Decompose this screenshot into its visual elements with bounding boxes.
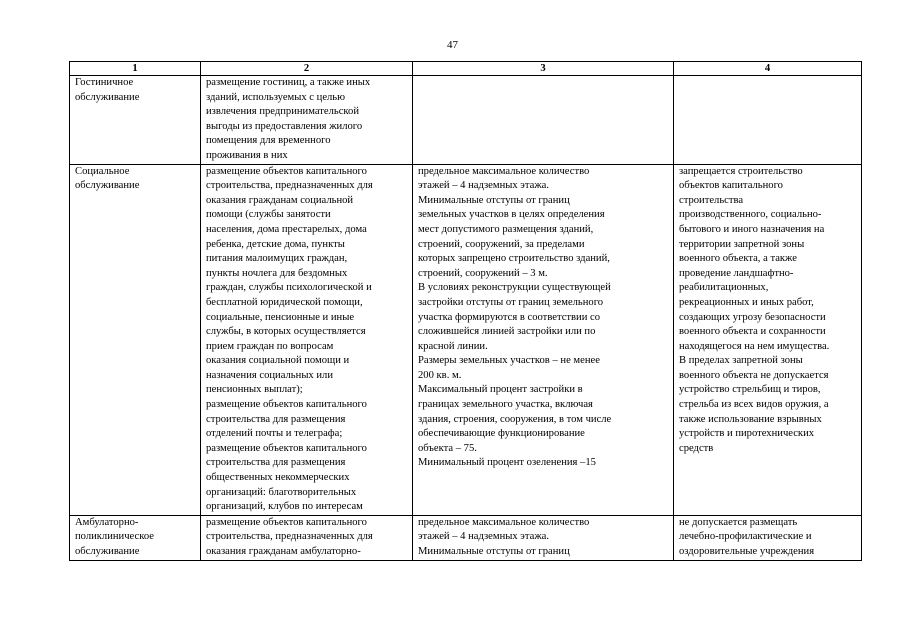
cell-text-line: этажей – 4 надземных этажа.	[418, 531, 549, 543]
table-row	[70, 164, 862, 515]
cell-text-line: мест допустимого размещения зданий,	[418, 223, 594, 235]
restrictions-cell	[674, 76, 862, 165]
cell-text-line: объекта – 75.	[418, 442, 477, 454]
cell-text-line: строений, сооружений – 3 м.	[418, 267, 548, 279]
cell-text-line: производственного, социально-	[679, 209, 822, 221]
cell-text-line: строительства, предназначенных для	[206, 531, 373, 543]
column-header-4: 4	[674, 62, 862, 76]
page-number: 47	[447, 39, 458, 51]
cell-text-line: красной линии.	[418, 340, 488, 352]
cell-text-line: Минимальные отступы от границ	[418, 194, 570, 206]
cell-text-line: рекреационных и иных работ,	[679, 296, 814, 308]
cell-text-line: лечебно-профилактические и	[679, 531, 812, 543]
cell-text-line: Минимальный процент озеленения –15	[418, 457, 596, 469]
cell-text-line: оказания гражданам социальной	[206, 194, 354, 206]
cell-text-line: бытового и иного назначения на	[679, 223, 825, 235]
cell-text-line: прием граждан по вопросам	[206, 340, 334, 352]
cell-text-line: реабилитационных,	[679, 282, 769, 294]
cell-text-line: военного объекта и сохранности	[679, 326, 826, 338]
land-use-type-cell	[70, 164, 201, 515]
cell-text-line: находящегося на нем имущества.	[679, 340, 830, 352]
cell-text-line: бесплатной юридической помощи,	[206, 296, 363, 308]
cell-text-line: Гостиничное	[75, 77, 134, 88]
cell-text-line: создающих угрозу безопасности	[679, 311, 826, 323]
table-body	[70, 76, 862, 561]
cell-text-line: размещение гостиниц, а также иных	[206, 77, 371, 88]
cell-text-line: 200 кв. м.	[418, 369, 462, 381]
table-header-row	[70, 62, 862, 76]
cell-text-line: не допускается размещать	[679, 516, 798, 528]
cell-text-line: отделений почты и телеграфа;	[206, 428, 343, 440]
cell-text-line: пенсионных выплат);	[206, 384, 303, 396]
cell-text-line: строительства	[679, 194, 744, 206]
cell-text-line: питания малоимущих граждан,	[206, 253, 348, 265]
cell-text-line: обслуживание	[75, 91, 140, 103]
cell-text-line: сложившейся линией застройки или по	[418, 326, 596, 338]
land-use-table	[69, 61, 862, 561]
cell-text-line: запрещается строительство	[679, 165, 803, 177]
cell-text-line: средств	[679, 442, 714, 454]
column-header-2: 2	[201, 62, 413, 76]
cell-text-line: строительства для размещения	[206, 413, 346, 425]
cell-text-line: оказания социальной помощи и	[206, 355, 350, 367]
cell-text-line: устройств и пиротехнических	[679, 428, 815, 440]
cell-text-line: строений, сооружений, за пределами	[418, 238, 585, 250]
cell-text-line: Максимальный процент застройки в	[418, 384, 583, 396]
cell-text-line: помощи (службы занятости	[206, 209, 331, 221]
cell-text-line: обеспечивающие функционирование	[418, 428, 585, 440]
cell-text-line: предельное максимальное количество	[418, 516, 590, 528]
cell-text-line: службы, в которых осуществляется	[206, 326, 366, 338]
parameters-cell	[413, 76, 674, 165]
column-header-3: 3	[413, 62, 674, 76]
cell-text-line: устройство стрельбищ и тиров,	[679, 384, 821, 396]
permitted-use-cell	[201, 164, 413, 515]
land-use-type-cell	[70, 76, 201, 165]
cell-text-line: зданий, используемых с целью	[206, 91, 346, 103]
cell-text-line: границах земельного участка, включая	[418, 399, 593, 411]
parameters-cell	[413, 164, 674, 515]
cell-text-line: организаций: благотворительных	[206, 486, 357, 498]
cell-text-line: размещение объектов капитального	[206, 442, 367, 454]
cell-text-line: В пределах запретной зоны	[679, 355, 803, 367]
cell-text-line: граждан, службы психологической и	[206, 282, 372, 294]
cell-text-line: Минимальные отступы от границ	[418, 546, 570, 557]
column-header-1: 1	[70, 62, 201, 76]
restrictions-cell	[674, 515, 862, 560]
cell-text-line: размещение объектов капитального	[206, 399, 367, 411]
cell-text-line: объектов капитального	[679, 180, 783, 192]
cell-text-line: стрельба из всех видов оружия, а	[679, 399, 829, 411]
cell-text-line: территории запретной зоны	[679, 238, 805, 250]
cell-text-line: населения, дома престарелых, дома	[206, 223, 367, 235]
cell-text-line: обслуживание	[75, 546, 140, 557]
cell-text-line: поликлиническое	[75, 531, 154, 543]
cell-text-line: военного объекта, а также	[679, 253, 797, 265]
parameters-cell	[413, 515, 674, 560]
permitted-use-cell	[201, 515, 413, 560]
cell-text-line: участка формируются в соответствии со	[418, 311, 601, 323]
cell-text-line: назначения социальных или	[206, 369, 334, 381]
cell-text-line: также использование взрывных	[679, 413, 822, 425]
cell-text-line: строительства для размещения	[206, 457, 346, 469]
cell-text-line: застройки отступы от границ земельного	[418, 296, 604, 308]
table-row	[70, 76, 862, 165]
restrictions-cell	[674, 164, 862, 515]
cell-text-line: земельных участков в целях определения	[418, 209, 605, 221]
cell-text-line: размещение объектов капитального	[206, 165, 367, 177]
cell-text-line: ребенка, детские дома, пункты	[206, 238, 345, 250]
cell-text-line: проживания в них	[206, 149, 288, 161]
cell-text-line: военного объекта не допускается	[679, 369, 829, 381]
cell-text-line: предельное максимальное количество	[418, 165, 590, 177]
cell-text-line: строительства, предназначенных для	[206, 180, 373, 192]
cell-text-line: извлечения предпринимательской	[206, 106, 360, 118]
land-use-type-cell	[70, 515, 201, 560]
cell-text-line: которых запрещено строительство зданий,	[418, 253, 610, 265]
cell-text-line: общественных некоммерческих	[206, 472, 350, 484]
cell-text-line: выгоды из предоставления жилого	[206, 120, 363, 132]
cell-text-line: Размеры земельных участков – не менее	[418, 355, 600, 367]
cell-text-line: В условиях реконструкции существующей	[418, 282, 611, 294]
cell-text-line: пункты ночлега для бездомных	[206, 267, 348, 279]
cell-text-line: Социальное	[75, 165, 130, 177]
cell-text-line: обслуживание	[75, 180, 140, 192]
cell-text-line: Амбулаторно-	[75, 516, 139, 528]
cell-text-line: оказания гражданам амбулаторно-	[206, 546, 361, 557]
cell-text-line: размещение объектов капитального	[206, 516, 367, 528]
cell-text-line: социальные, пенсионные и иные	[206, 311, 355, 323]
cell-text-line: этажей – 4 надземных этажа.	[418, 180, 549, 192]
cell-text-line: здания, строения, сооружения, в том числе	[418, 413, 612, 425]
cell-text-line: оздоровительные учреждения	[679, 546, 815, 557]
cell-text-line: помещения для временного	[206, 135, 331, 147]
cell-text-line: организаций, клубов по интересам	[206, 501, 363, 513]
table-row	[70, 515, 862, 560]
permitted-use-cell	[201, 76, 413, 165]
cell-text-line: проведение ландшафтно-	[679, 267, 794, 279]
